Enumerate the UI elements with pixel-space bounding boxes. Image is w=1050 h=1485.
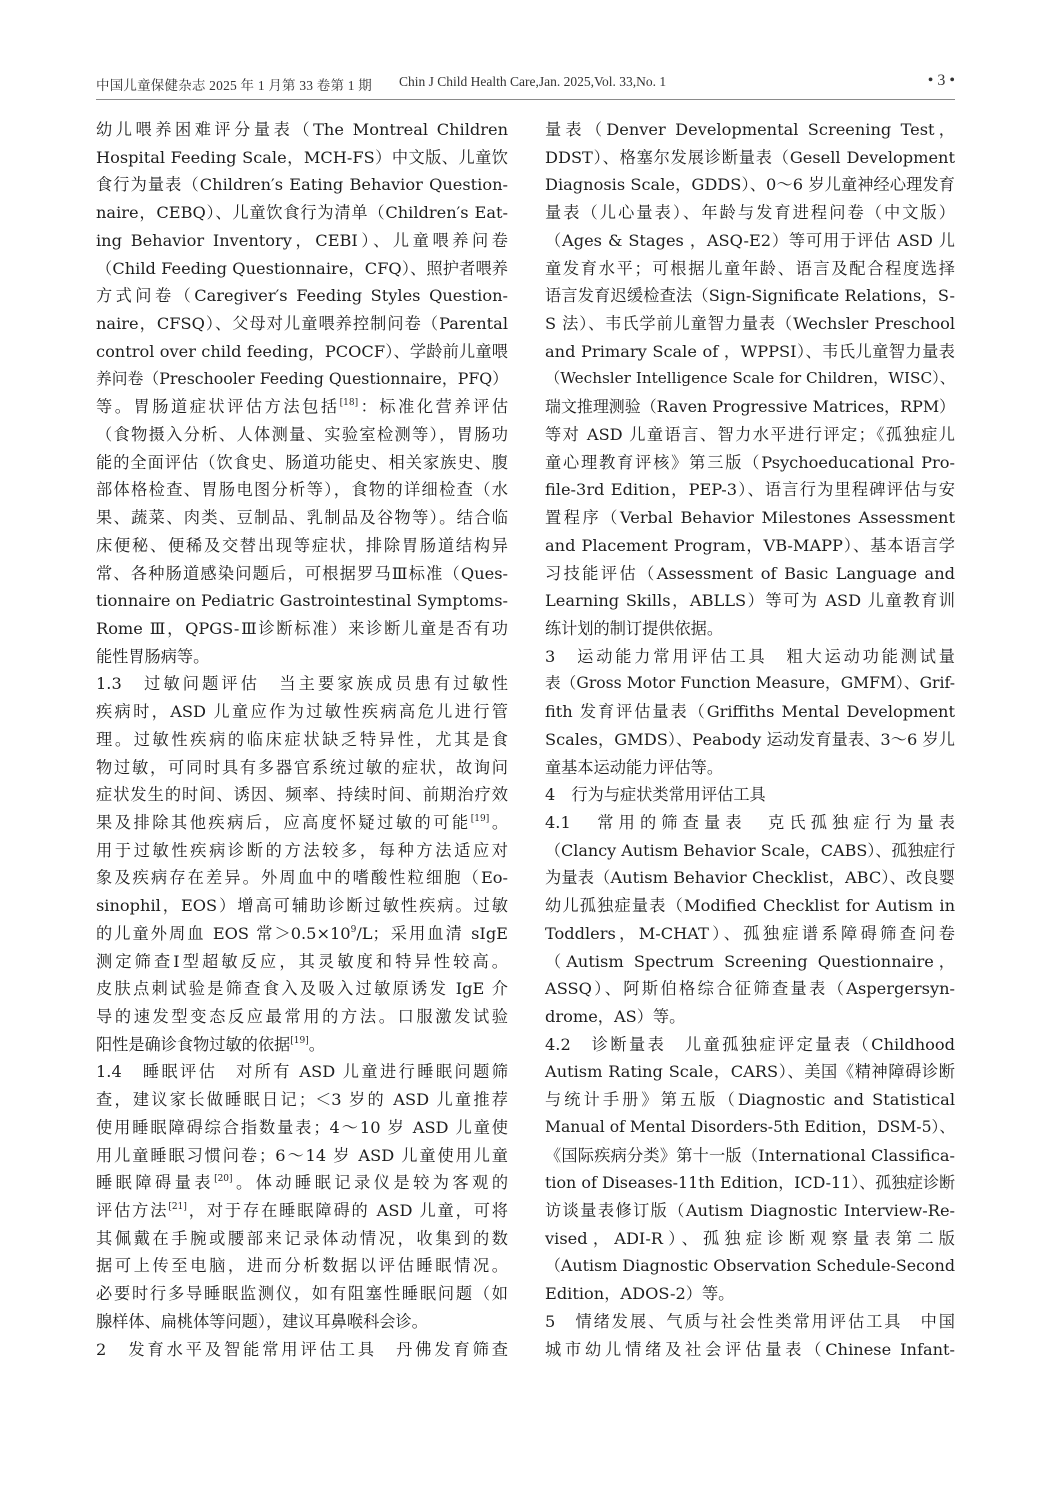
citation-superscript: [18] xyxy=(339,398,359,409)
citation-superscript: [20] xyxy=(214,1174,233,1185)
text-line xyxy=(545,1225,955,1253)
line-text: vised，ADI-R）、孤独症诊断观察量表第二版 xyxy=(545,1228,955,1248)
text-line xyxy=(545,948,955,976)
citation-superscript: [19] xyxy=(470,813,490,824)
line-text: 幼儿喂养困难评分量表（The Montreal Children xyxy=(96,120,508,139)
line-text: 练计划的制订提供依据。 xyxy=(545,618,724,638)
line-text: 果、蔬菜、肉类、豆制品、乳制品及谷物等）。结合临 xyxy=(96,508,508,528)
text-line xyxy=(545,1058,955,1086)
text-line xyxy=(96,532,508,560)
text-line xyxy=(96,1031,508,1059)
text-line xyxy=(545,171,955,199)
line-text: 的儿童外周血 EOS 常＞0.5×10 xyxy=(96,923,351,943)
line-text: 用儿童睡眠习惯问卷；6～14 岁 ASD 儿童使用儿童 xyxy=(96,1145,508,1165)
line-text: （Child Feeding Questionnaire，CFQ）、照护者喂养 xyxy=(96,258,508,278)
line-text: 童发育水平；可根据儿童年龄、语言及配合程度选择 xyxy=(545,258,955,278)
line-text: 部体格检查、胃肠电图分析等），食物的详细检查（水 xyxy=(96,480,508,500)
line-text: Rome Ⅲ，QPGS-Ⅲ诊断标准）来诊断儿童是否有功 xyxy=(96,618,508,638)
text-line xyxy=(545,864,955,892)
text-line xyxy=(545,809,955,837)
line-text: 果及排除其他疾病后，应高度怀疑过敏的可能 xyxy=(96,812,471,832)
line-text: （Ages & Stages ，ASQ-E2）等可用于评估 ASD 儿 xyxy=(545,230,955,250)
text-line xyxy=(96,1058,508,1086)
line-text: 疾病时，ASD 儿童应作为过敏性疾病高危儿进行管 xyxy=(96,702,508,722)
text-line xyxy=(96,476,508,504)
line-text: naire，CFSQ）、父母对儿童喂养控制问卷（Parental xyxy=(96,314,508,334)
line-text: 常、各种肠道感染问题后，可根据罗马Ⅲ标准（Ques- xyxy=(96,563,508,583)
line-text: /L；采用血清 sIgE xyxy=(356,923,508,943)
line-text: Diagnosis Scale，GDDS）、0～6 岁儿童神经心理发育 xyxy=(545,175,955,195)
text-line xyxy=(96,920,508,948)
line-text: Scales，GMDS）、Peabody 运动发育量表、3～6 岁儿 xyxy=(545,729,955,749)
line-text: ASSQ）、阿斯伯格综合征筛查量表（Aspergersyn- xyxy=(545,979,955,999)
line-text: 使用睡眠障碍综合指数量表；4～10 岁 ASD 儿童使 xyxy=(96,1117,508,1137)
text-line xyxy=(545,837,955,865)
text-line xyxy=(96,1308,508,1336)
line-text: 1.4 睡眠评估 对所有 ASD 儿童进行睡眠问题筛 xyxy=(96,1062,508,1082)
line-text: （Clancy Autism Behavior Scale，CABS）、孤独症行 xyxy=(545,840,956,860)
text-line xyxy=(96,670,508,698)
line-text: 童基本运动能力评估等。 xyxy=(545,757,724,777)
line-text: tionnaire on Pediatric Gastrointestinal Symptoms- xyxy=(96,591,508,611)
text-line xyxy=(96,864,508,892)
line-text: 腺样体、扁桃体等问题），建议耳鼻喉科会诊。 xyxy=(96,1311,428,1331)
line-text: 量表（儿心量表）、年龄与发育进程问卷（中文版） xyxy=(545,203,955,223)
left-column xyxy=(96,116,508,1363)
line-text: 阳性是确诊食物过敏的依据 xyxy=(96,1034,291,1054)
text-line xyxy=(545,255,955,283)
text-line xyxy=(96,227,508,255)
text-line xyxy=(545,1031,955,1059)
line-text: （Autism Diagnostic Observation Schedule-Second xyxy=(545,1256,955,1276)
line-text: 查，建议家长做睡眠日记；＜3 岁的 ASD 儿童推荐 xyxy=(96,1090,508,1110)
page-number: • 3 • xyxy=(927,72,955,89)
text-line xyxy=(545,421,955,449)
citation-superscript: 9 xyxy=(350,924,357,935)
text-line xyxy=(545,1308,955,1336)
line-text: 理。过敏性疾病的临床症状缺乏特异性，尤其是食 xyxy=(96,729,508,749)
line-text: and Primary Scale of ，WPPSI）、韦氏儿童智力量表 xyxy=(545,341,955,361)
text-line xyxy=(545,892,955,920)
line-text: drome，AS）等。 xyxy=(545,1007,686,1026)
text-line xyxy=(96,1280,508,1308)
line-text: Edition，ADOS-2）等。 xyxy=(545,1284,735,1304)
line-text: 。 xyxy=(308,1034,325,1054)
line-text: 《国际疾病分类》第十一版（International Classifica- xyxy=(545,1145,955,1165)
line-text: 城市幼儿情绪及社会评估量表（Chinese Infant- xyxy=(545,1339,955,1359)
line-text: 物过敏，可同时具有多器官系统过敏的症状，故询问 xyxy=(96,757,508,777)
line-text: 置程序（Verbal Behavior Milestones Assessment xyxy=(545,508,955,528)
text-line xyxy=(96,421,508,449)
text-line xyxy=(545,282,955,310)
text-line xyxy=(96,781,508,809)
text-line xyxy=(545,781,955,809)
line-text: 4 行为与症状类常用评估工具 xyxy=(545,785,766,805)
text-line xyxy=(545,227,955,255)
line-text: S 法）、韦氏学前儿童智力量表（Wechsler Preschool xyxy=(545,314,955,334)
text-line xyxy=(96,892,508,920)
line-text: 3 运动能力常用评估工具 粗大运动功能测试量 xyxy=(545,646,955,666)
line-text: 象及疾病存在差异。外周血中的嗜酸性粒细胞（Eo- xyxy=(96,868,508,888)
line-text: 4.1 常用的筛查量表 克氏孤独症行为量表 xyxy=(545,812,955,832)
text-line xyxy=(545,754,955,782)
line-text: 食行为量表（Children′s Eating Behavior Question- xyxy=(96,175,508,195)
line-text: 导的速发型变态反应最常用的方法。口服激发试验 xyxy=(96,1007,508,1026)
line-text: ing Behavior Inventory，CEBI）、儿童喂养问卷 xyxy=(96,230,508,250)
text-line xyxy=(545,338,955,366)
line-text: 1.3 过敏问题评估 当主要家族成员患有过敏性 xyxy=(96,674,508,694)
line-text: Learning Skills，ABLLS）等可为 ASD 儿童教育训 xyxy=(545,591,955,611)
line-text: 测定筛查Ⅰ型超敏反应，其灵敏度和特异性较高。 xyxy=(96,951,508,971)
text-line xyxy=(96,1252,508,1280)
line-text: 皮肤点刺试验是筛查食入及吸入过敏原诱发 IgE 介 xyxy=(96,979,508,999)
text-line xyxy=(545,1336,955,1364)
line-text: 。 xyxy=(489,812,509,832)
line-text: 访谈量表修订版（Autism Diagnostic Interview-Re- xyxy=(545,1201,955,1221)
text-line xyxy=(545,393,955,421)
line-text: 量表（Denver Developmental Screening Test， xyxy=(545,120,955,139)
line-text: 用于过敏性疾病诊断的方法较多，每种方法适应对 xyxy=(96,840,508,860)
text-line xyxy=(545,698,955,726)
text-line xyxy=(96,504,508,532)
line-text: DDST）、格塞尔发展诊断量表（Gesell Development xyxy=(545,147,955,167)
text-line xyxy=(545,1003,955,1031)
header-rule xyxy=(96,99,955,100)
text-line xyxy=(96,255,508,283)
journal-name-cn: 中国儿童保健杂志 2025 年 1 月第 33 卷第 1 期 xyxy=(96,78,372,93)
citation-superscript: [21] xyxy=(168,1202,187,1213)
line-text: 瑞文推理测验（Raven Progressive Matrices，RPM） xyxy=(545,397,956,417)
line-text: 床便秘、便稀及交替出现等症状，排除胃肠道结构异 xyxy=(96,535,508,555)
text-line xyxy=(545,310,955,338)
line-text: Toddlers，M-CHAT）、孤独症谱系障碍筛查问卷 xyxy=(545,923,955,943)
text-line xyxy=(96,199,508,227)
line-text: Hospital Feeding Scale，MCH-FS）中文版、儿童饮 xyxy=(96,147,508,167)
text-line xyxy=(96,144,508,172)
running-header xyxy=(96,72,955,94)
text-line xyxy=(545,670,955,698)
line-text: sinophil，EOS）增高可辅助诊断过敏性疾病。过敏 xyxy=(96,896,508,916)
text-line xyxy=(96,338,508,366)
line-text: 童心理教育评核》第三版（Psychoeducational Pro- xyxy=(545,452,955,472)
line-text: ，对于存在睡眠障碍的 ASD 儿童，可将 xyxy=(186,1201,508,1221)
text-line xyxy=(96,975,508,1003)
line-text: 养问卷（Preschooler Feeding Questionnaire，PFQ） xyxy=(96,369,508,389)
text-line xyxy=(96,449,508,477)
text-line xyxy=(545,1169,955,1197)
text-line xyxy=(96,1225,508,1253)
text-line xyxy=(545,199,955,227)
line-text: 方式问卷（Caregiver′s Feeding Styles Question- xyxy=(96,286,508,306)
text-line xyxy=(96,948,508,976)
text-line xyxy=(545,975,955,1003)
text-line xyxy=(545,560,955,588)
line-text: 必要时行多导睡眠监测仪，如有阻塞性睡眠问题（如 xyxy=(96,1284,508,1304)
line-text: file-3rd Edition，PEP-3）、语言行为里程碑评估与安 xyxy=(545,480,955,500)
line-text: 能性胃肠病等。 xyxy=(96,646,210,666)
text-line xyxy=(545,615,955,643)
text-line xyxy=(96,1086,508,1114)
text-line xyxy=(96,393,508,421)
line-text: 幼儿孤独症量表（Modified Checklist for Autism in xyxy=(545,896,955,916)
text-line xyxy=(545,587,955,615)
line-text: 能的全面评估（饮食史、肠道功能史、相关家族史、腹 xyxy=(96,452,508,472)
text-line xyxy=(545,1142,955,1170)
line-text: 。体动睡眠记录仪是较为客观的 xyxy=(232,1173,509,1193)
journal-name-en: Chin J Child Health Care,Jan. 2025,Vol. 33,No. 1 xyxy=(399,74,667,89)
line-text: control over child feeding，PCOCF）、学龄前儿童喂 xyxy=(96,341,508,361)
text-line xyxy=(545,504,955,532)
line-text: 据可上传至电脑，进而分析数据以评估睡眠情况。 xyxy=(96,1256,508,1276)
text-line xyxy=(545,726,955,754)
line-text: 等。胃肠道症状评估方法包括 xyxy=(96,397,340,417)
text-line xyxy=(545,365,955,393)
line-text: （Wechsler Intelligence Scale for Children，WISC）、 xyxy=(545,369,955,388)
text-line xyxy=(545,144,955,172)
text-line xyxy=(96,1142,508,1170)
text-line xyxy=(96,1197,508,1225)
text-line xyxy=(96,587,508,615)
line-text: 表（Gross Motor Function Measure，GMFM）、Grif- xyxy=(545,674,955,693)
line-text: 2 发育水平及智能常用评估工具 丹佛发育筛查 xyxy=(96,1339,508,1359)
line-text: 4.2 诊断量表 儿童孤独症评定量表（Childhood xyxy=(545,1034,955,1054)
text-line xyxy=(545,1086,955,1114)
line-text: （Autism Spectrum Screening Questionnaire， xyxy=(545,951,955,971)
text-line xyxy=(96,726,508,754)
text-line xyxy=(96,809,508,837)
line-text: ：标准化营养评估 xyxy=(358,397,509,417)
line-text: fith 发育评估量表（Griffiths Mental Development xyxy=(545,702,955,722)
line-text: 其佩戴在手腕或腰部来记录体动情况，收集到的数 xyxy=(96,1228,508,1248)
text-line xyxy=(545,920,955,948)
text-line xyxy=(96,1336,508,1364)
text-line xyxy=(96,1114,508,1142)
text-line xyxy=(96,837,508,865)
text-line xyxy=(545,449,955,477)
line-text: 习技能评估（Assessment of Basic Language and xyxy=(545,563,955,583)
text-line xyxy=(96,643,508,671)
text-line xyxy=(96,1003,508,1031)
text-line xyxy=(545,1197,955,1225)
text-line xyxy=(545,1114,955,1142)
text-line xyxy=(545,116,955,144)
text-line xyxy=(96,560,508,588)
line-text: 为量表（Autism Behavior Checklist，ABC）、改良婴 xyxy=(545,868,955,888)
line-text: 评估方法 xyxy=(96,1201,169,1221)
text-line xyxy=(96,615,508,643)
line-text: naire，CEBQ）、儿童饮食行为清单（Children′s Eat- xyxy=(96,203,508,223)
text-line xyxy=(545,1252,955,1280)
line-text: Autism Rating Scale，CARS）、美国《精神障碍诊断 xyxy=(545,1062,955,1082)
text-line xyxy=(96,310,508,338)
text-line xyxy=(96,282,508,310)
line-text: 语言发育迟缓检查法（Sign-Significate Relations，S- xyxy=(545,286,955,306)
line-text: and Placement Program，VB-MAPP）、基本语言学 xyxy=(545,535,955,555)
line-text: （食物摄入分析、人体测量、实验室检测等），胃肠功 xyxy=(96,424,508,444)
text-line xyxy=(545,643,955,671)
line-text: 等对 ASD 儿童语言、智力水平进行评定；《孤独症儿 xyxy=(545,424,955,444)
line-text: 睡眠障碍量表 xyxy=(96,1173,215,1193)
text-line xyxy=(96,116,508,144)
text-line xyxy=(96,698,508,726)
line-text: Manual of Mental Disorders-5th Edition，DSM-5）、 xyxy=(545,1117,955,1136)
line-text: 症状发生的时间、诱因、频率、持续时间、前期治疗效 xyxy=(96,785,508,805)
text-line xyxy=(96,171,508,199)
line-text: 5 情绪发展、气质与社会性类常用评估工具 中国 xyxy=(545,1311,955,1331)
right-column xyxy=(545,116,955,1363)
citation-superscript: [19] xyxy=(290,1035,309,1046)
text-line xyxy=(545,476,955,504)
text-line xyxy=(96,754,508,782)
text-line xyxy=(96,365,508,393)
line-text: 与统计手册》第五版（Diagnostic and Statistical xyxy=(545,1090,955,1110)
text-line xyxy=(96,1169,508,1197)
text-line xyxy=(545,1280,955,1308)
text-line xyxy=(545,532,955,560)
line-text: tion of Diseases-11th Edition，ICD-11）、孤独症诊断 xyxy=(545,1173,955,1193)
